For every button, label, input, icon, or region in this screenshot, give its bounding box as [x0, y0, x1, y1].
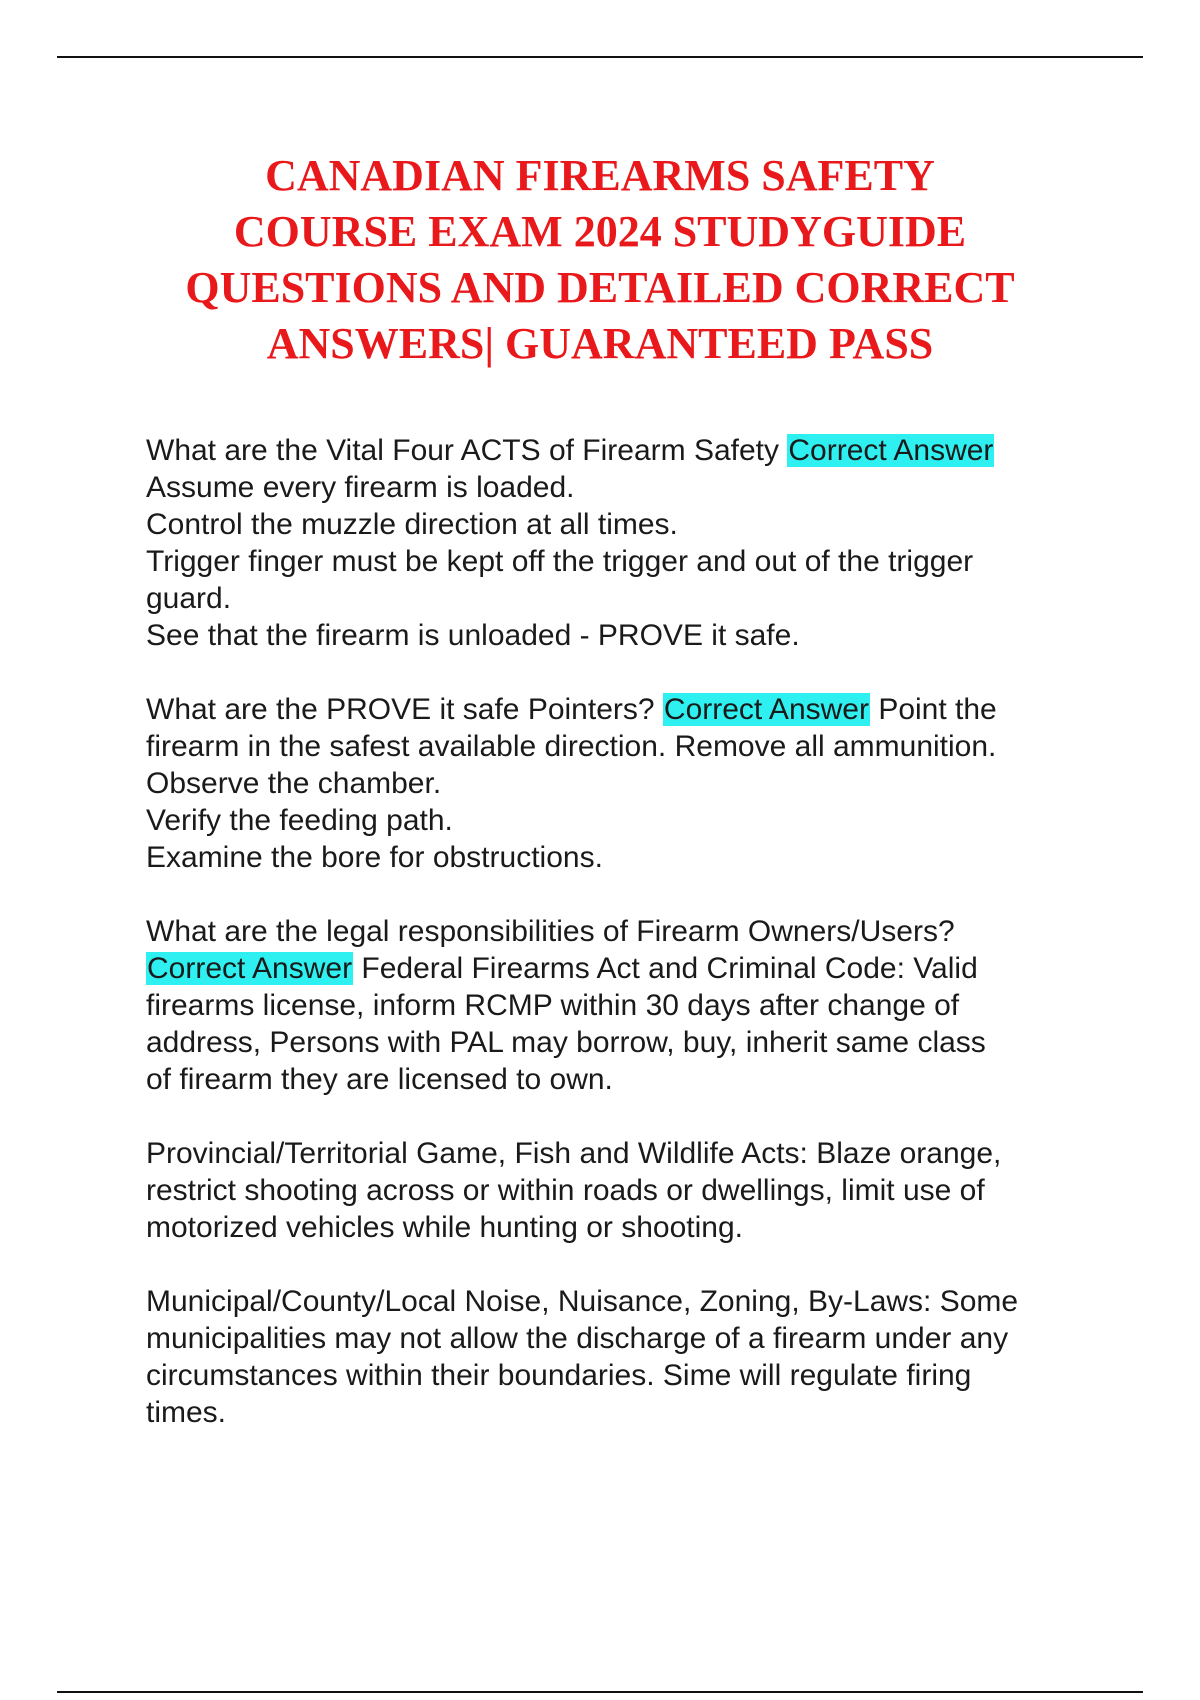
answer-line: firearm in the safest available direction. Remove all ammunition.	[146, 730, 997, 763]
answer-text: Point the	[869, 693, 997, 726]
answer-line: Assume every firearm is loaded.	[146, 471, 575, 504]
title-line: ANSWERS| GUARANTEED PASS	[266, 319, 934, 368]
bottom-rule	[57, 1691, 1143, 1693]
paragraph-line: circumstances within their boundaries. Sime will regulate firing	[146, 1359, 972, 1392]
answer-line: Observe the chamber.	[146, 767, 442, 800]
paragraph-line: Provincial/Territorial Game, Fish and Wildlife Acts: Blaze orange,	[146, 1137, 1002, 1170]
paragraph-provincial	[146, 1135, 1096, 1246]
answer-line: of firearm they are licensed to own.	[146, 1063, 613, 1096]
answer-line: Trigger finger must be kept off the trigger and out of the trigger	[146, 545, 974, 578]
paragraph-line: restrict shooting across or within roads or dwellings, limit use of	[146, 1174, 985, 1207]
answer-line: Control the muzzle direction at all times.	[146, 508, 678, 541]
answer-first-line	[146, 950, 1096, 987]
answer-line: See that the firearm is unloaded - PROVE it safe.	[146, 619, 800, 652]
question-line: What are the legal responsibilities of Firearm Owners/Users?	[146, 915, 955, 948]
qa-prove-pointers	[146, 691, 1096, 876]
answer-line: firearms license, inform RCMP within 30 days after change of	[146, 989, 960, 1022]
correct-answer-label: Correct Answer	[663, 693, 869, 726]
title-line: CANADIAN FIREARMS SAFETY	[265, 151, 935, 200]
paragraph-line: municipalities may not allow the discharge of a firearm under any	[146, 1322, 1009, 1355]
paragraph-municipal	[146, 1283, 1096, 1431]
question-text: What are the Vital Four ACTS of Firearm Safety	[146, 434, 788, 467]
qa-vital-four	[146, 432, 1096, 654]
qa-legal-responsibilities	[146, 913, 1096, 1098]
title-line: QUESTIONS AND DETAILED CORRECT	[185, 263, 1015, 312]
question-line	[146, 432, 1096, 469]
answer-text: Federal Firearms Act and Criminal Code: Valid	[353, 952, 978, 985]
answer-line: Verify the feeding path.	[146, 804, 453, 837]
question-line	[146, 691, 1096, 728]
answer-line: guard.	[146, 582, 232, 615]
paragraph-line: times.	[146, 1396, 227, 1429]
answer-line: Examine the bore for obstructions.	[146, 841, 603, 874]
top-rule	[57, 56, 1143, 58]
document-body	[146, 432, 1096, 1468]
title-line: COURSE EXAM 2024 STUDYGUIDE	[233, 207, 967, 256]
question-text: What are the PROVE it safe Pointers?	[146, 693, 663, 726]
document-title	[100, 148, 1100, 372]
correct-answer-label: Correct Answer	[147, 952, 353, 985]
correct-answer-label: Correct Answer	[788, 434, 994, 467]
paragraph-line: Municipal/County/Local Noise, Nuisance, Zoning, By-Laws: Some	[146, 1285, 1019, 1318]
paragraph-line: motorized vehicles while hunting or shooting.	[146, 1211, 743, 1244]
answer-line: address, Persons with PAL may borrow, buy, inherit same class	[146, 1026, 986, 1059]
